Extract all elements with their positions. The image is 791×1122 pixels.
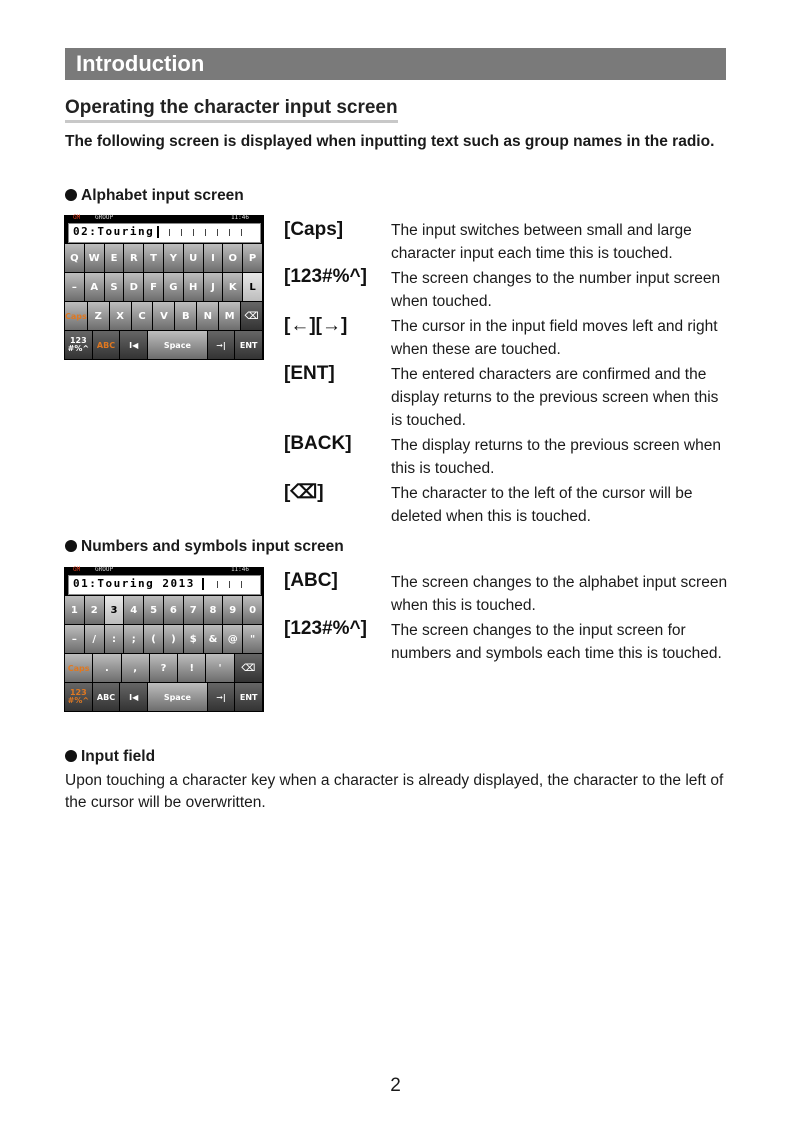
clock: 11:46 [230,566,249,573]
status-bar [65,568,263,575]
key[interactable]: ! [178,654,205,682]
bullet-icon [65,540,77,552]
desc-123-num: The screen changes to the input screen for numbers and symbols each time this is touched. [391,622,722,662]
key[interactable]: ( [144,625,163,653]
term-caps: [Caps] [284,219,344,240]
key-highlighted[interactable]: 3 [105,596,124,624]
mode-label: GM [73,214,81,221]
key[interactable]: Y [164,244,183,272]
alphabet-screen [64,215,264,360]
slot-tick [193,229,194,236]
cursor-right-key[interactable]: ➞| [208,683,235,711]
numbers-heading: Numbers and symbols input screen [65,538,344,556]
bullet-icon [65,750,77,762]
backspace-key[interactable]: ⌫ [235,654,262,682]
section-title: Introduction [76,51,205,76]
mode-label: GM [73,566,81,573]
intro-text: The following screen is displayed when inputting text such as group names in the radio. [65,133,715,150]
term-back: [BACK] [284,433,352,454]
key[interactable]: ; [124,625,143,653]
group-label: GROUP [95,214,114,221]
group-label: GROUP [95,566,114,573]
key-row-4 [65,331,263,359]
slot-tick [241,581,242,588]
key-row-1 [65,244,263,272]
number-mode-key[interactable]: 123 #%^ [65,683,92,711]
key[interactable]: 1 [65,596,84,624]
key[interactable]: 4 [124,596,143,624]
key[interactable]: Q [65,244,84,272]
desc-caps: The input switches between small and large character input each time this is touched. [391,222,692,262]
key[interactable]: 8 [204,596,223,624]
key[interactable]: / [85,625,104,653]
section-title-bar [65,48,726,80]
key[interactable]: , [122,654,149,682]
caps-key[interactable]: Caps [65,654,92,682]
alphabet-heading: Alphabet input screen [65,187,244,205]
cursor [157,226,159,238]
key[interactable]: : [105,625,124,653]
slot-tick [217,229,218,236]
key[interactable]: G [164,273,183,301]
page-number: 2 [390,1075,401,1096]
key-row-2 [65,273,263,301]
slot-tick [229,581,230,588]
desc-abc: The screen changes to the alphabet input screen when this is touched. [391,574,728,614]
key[interactable]: U [184,244,203,272]
input-field-heading: Input field [65,748,155,766]
slot-tick [169,229,170,236]
backspace-key[interactable]: ⌫ [241,302,262,330]
key[interactable]: . [93,654,120,682]
abc-key[interactable]: ABC [93,683,120,711]
ent-key[interactable]: ENT [235,683,262,711]
key[interactable]: O [223,244,242,272]
input-field[interactable] [68,223,261,243]
key[interactable]: $ [184,625,203,653]
slot-tick [181,229,182,236]
key[interactable]: ) [164,625,183,653]
key[interactable]: M [219,302,240,330]
key[interactable]: 5 [144,596,163,624]
key[interactable]: 7 [184,596,203,624]
desc-arrows: The cursor in the input field moves left and right when these are touched. [391,318,718,358]
slot-tick [229,229,230,236]
key[interactable]: R [124,244,143,272]
term-ent: [ENT] [284,363,335,384]
key[interactable]: 9 [223,596,242,624]
term-arrows: [←][→] [284,315,348,336]
key[interactable]: C [132,302,153,330]
number-mode-key[interactable]: 123 #%^ [65,331,92,359]
input-text: 01:Touring 2013 [73,577,195,590]
key[interactable]: " [243,625,262,653]
abc-key[interactable]: ABC [93,331,120,359]
key[interactable]: & [204,625,223,653]
key[interactable]: H [184,273,203,301]
key[interactable]: ? [150,654,177,682]
input-field[interactable] [68,575,261,595]
key[interactable]: Z [88,302,109,330]
cursor [202,578,204,590]
term-123-num: [123#%^] [284,618,367,639]
key[interactable]: – [65,273,84,301]
slot-tick [205,229,206,236]
key[interactable]: 2 [85,596,104,624]
key-row-2 [65,625,263,653]
slot-tick [217,581,218,588]
key-row-1 [65,596,263,624]
term-abc: [ABC] [284,570,338,591]
key[interactable]: K [223,273,242,301]
key[interactable]: X [110,302,131,330]
key[interactable]: J [204,273,223,301]
key[interactable]: 0 [243,596,262,624]
key[interactable]: I [204,244,223,272]
cursor-right-key[interactable]: ➞| [208,331,235,359]
input-text: 02:Touring [73,225,155,238]
key[interactable]: P [243,244,262,272]
ent-key[interactable]: ENT [235,331,262,359]
input-field-text: Upon touching a character key when a character is already displayed, the character to the left of the cursor will be overwritten. [65,772,724,811]
key[interactable]: W [85,244,104,272]
key[interactable]: N [197,302,218,330]
key-row-3 [65,654,263,682]
key[interactable]: S [105,273,124,301]
desc-backspace: The character to the left of the cursor will be deleted when this is touched. [391,485,693,525]
key[interactable]: B [175,302,196,330]
status-bar [65,216,263,223]
key[interactable]: – [65,625,84,653]
cursor-left-key[interactable]: I◀ [120,683,147,711]
bullet-icon [65,189,77,201]
key[interactable]: @ [223,625,242,653]
key-row-3 [65,302,263,330]
key[interactable]: ' [206,654,233,682]
key[interactable]: D [124,273,143,301]
numbers-screen [64,567,264,712]
caps-key[interactable]: Caps [65,302,87,330]
key[interactable]: E [105,244,124,272]
key-highlighted[interactable]: L [243,273,262,301]
key[interactable]: V [153,302,174,330]
key-row-4 [65,683,263,711]
slot-tick [241,229,242,236]
desc-back: The display returns to the previous screen when this is touched. [391,437,721,477]
space-key[interactable]: Space [148,683,207,711]
key[interactable]: T [144,244,163,272]
term-backspace: [⌫] [284,482,324,503]
page-heading: Operating the character input screen [65,96,398,123]
clock: 11:46 [230,214,249,221]
key[interactable]: A [85,273,104,301]
term-123: [123#%^] [284,266,367,287]
key[interactable]: 6 [164,596,183,624]
space-key[interactable]: Space [148,331,207,359]
key[interactable]: F [144,273,163,301]
desc-ent: The entered characters are confirmed and the display returns to the previous screen when this is touched. [391,366,719,429]
desc-123: The screen changes to the number input screen when touched. [391,270,721,310]
cursor-left-key[interactable]: I◀ [120,331,147,359]
